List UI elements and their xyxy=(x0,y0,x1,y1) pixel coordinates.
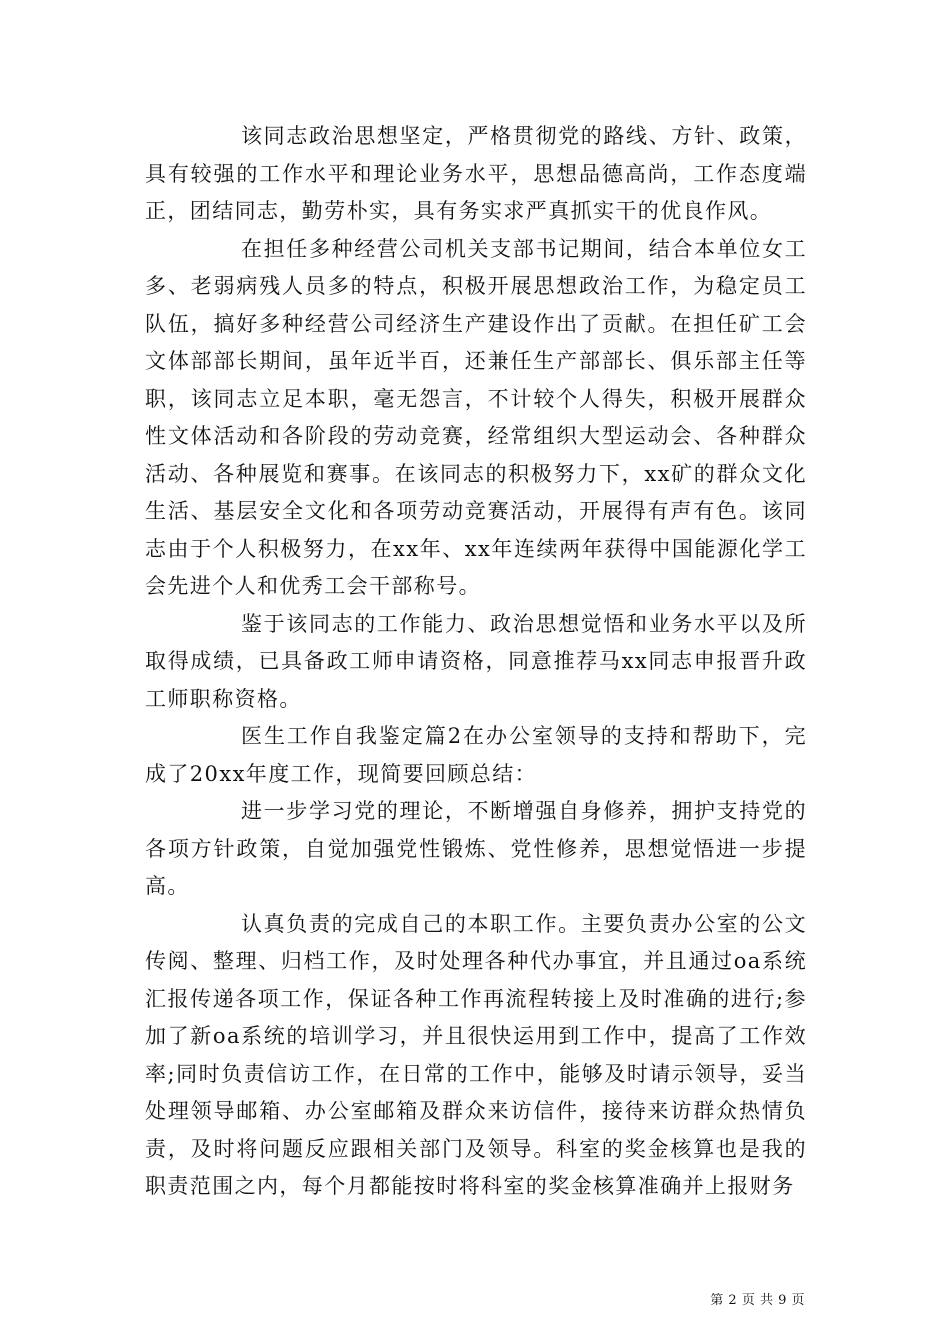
document-body xyxy=(145,118,807,1206)
paragraph: 认真负责的完成自己的本职工作。主要负责办公室的公文传阅、整理、归档工作，及时处理各种代办事宜，并且通过oa系统汇报传递各项工作，保证各种工作再流程转接上及时准确的进行;参加了新oa系统的培训学习，并且很快运用到工作中，提高了工作效率;同时负责信访工作，在日常的工作中，能够及时请示领导，妥当处理领导邮箱、办公室邮箱及群众来访信件，接待来访群众热情负责，及时将问题反应跟相关部门及领导。科室的奖金核算也是我的职责范围之内，每个月都能按时将科室的奖金核算准确并上报财务 xyxy=(145,911,807,1198)
paragraph: 鉴于该同志的工作能力、政治思想觉悟和业务水平以及所取得成绩，已具备政工师申请资格，同意推荐马xx同志申报晋升政工师职称资格。 xyxy=(145,611,807,711)
page-number-footer: 第 2 页 共 9 页 xyxy=(710,1293,805,1308)
paragraph: 医生工作自我鉴定篇2在办公室领导的支持和帮助下，完成了20xx年度工作，现简要回顾总结： xyxy=(145,724,807,786)
paragraph: 该同志政治思想坚定，严格贯彻党的路线、方针、政策，具有较强的工作水平和理论业务水平，思想品德高尚，工作态度端正，团结同志，勤劳朴实，具有务实求严真抓实干的优良作风。 xyxy=(145,124,807,223)
paragraph: 在担任多种经营公司机关支部书记期间，结合本单位女工多、老弱病残人员多的特点，积极开展思想政治工作，为稳定员工队伍，搞好多种经营公司经济生产建设作出了贡献。在担任矿工会文体部部长期间，虽年近半百，还兼任生产部部长、俱乐部主任等职，该同志立足本职，毫无怨言，不计较个人得失，积极开展群众性文体活动和各阶段的劳动竞赛，经常组织大型运动会、各种群众活动、各种展览和赛事。在该同志的积极努力下，xx矿的群众文化生活、基层安全文化和各项劳动竞赛活动，开展得有声有色。该同志由于个人积极努力，在xx年、xx年连续两年获得中国能源化学工会先进个人和优秀工会干部称号。 xyxy=(145,236,807,598)
paragraph: 进一步学习党的理论，不断增强自身修养，拥护支持党的各项方针政策，自觉加强党性锻炼、党性修养，思想觉悟进一步提高。 xyxy=(145,799,807,898)
